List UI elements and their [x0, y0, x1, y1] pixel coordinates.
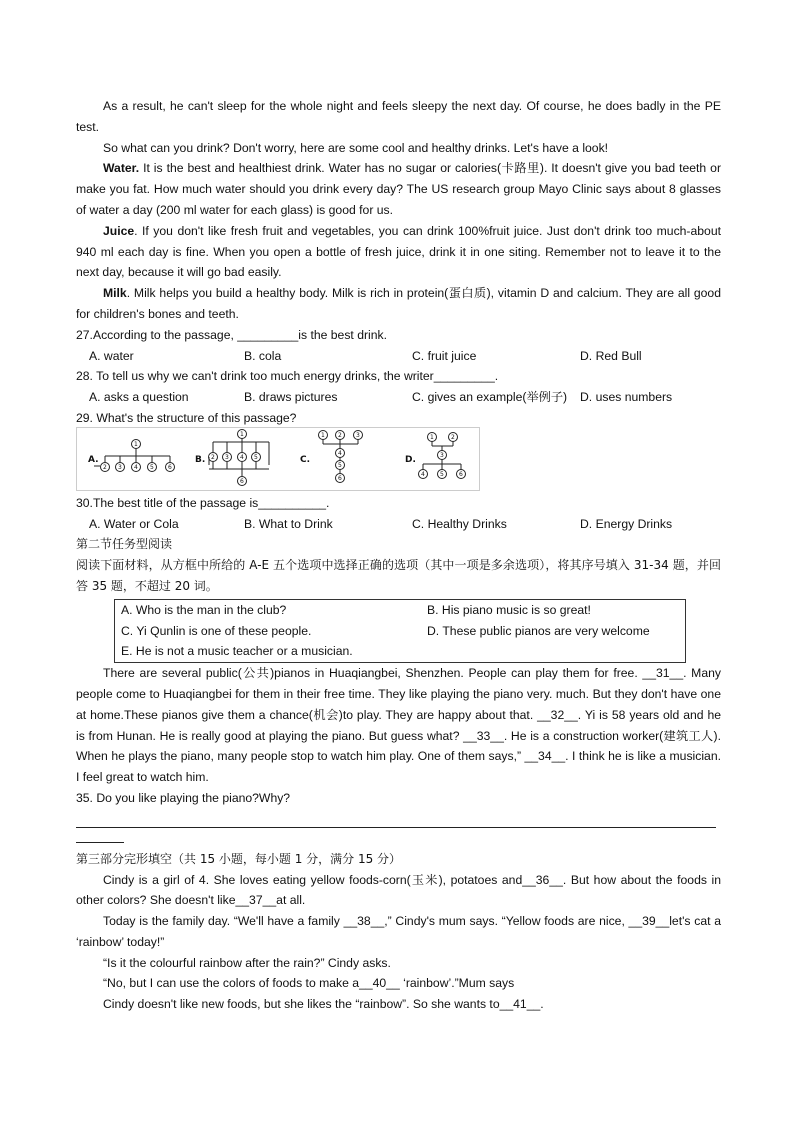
option: B. cola — [244, 348, 282, 363]
svg-text:1: 1 — [430, 433, 434, 441]
paragraph-water — [76, 158, 721, 220]
diagram-label-c: C. — [300, 454, 311, 465]
diagram-label-b: B. — [195, 454, 206, 465]
svg-text:6: 6 — [459, 470, 463, 478]
svg-text:4: 4 — [421, 470, 425, 478]
exam-page — [76, 96, 721, 1015]
structure-diagram-figure — [76, 427, 480, 491]
question-28: 28. To tell us why we can't drink too much energy drinks, the writer_________. — [76, 369, 499, 384]
diagram-label-d: D. — [405, 454, 416, 465]
svg-text:3: 3 — [225, 453, 229, 461]
option: C. fruit juice — [412, 348, 477, 363]
option: D. Energy Drinks — [580, 516, 673, 531]
option: D. uses numbers — [580, 390, 673, 405]
cloze-paragraph: Cindy doesn't like new foods, but she likes the “rainbow”. So she wants to__41__. — [103, 997, 544, 1012]
svg-text:2: 2 — [103, 463, 107, 471]
svg-text:6: 6 — [168, 463, 172, 471]
svg-text:5: 5 — [338, 461, 342, 469]
options-27 — [76, 346, 721, 367]
svg-text:5: 5 — [440, 470, 444, 478]
box-option: C. Yi Qunlin is one of these people. — [121, 623, 312, 638]
svg-text:4: 4 — [134, 463, 138, 471]
option: C. Healthy Drinks — [412, 516, 507, 531]
diagram-label-a: A. — [88, 454, 99, 465]
milk-heading: Milk — [103, 286, 127, 301]
paragraph: As a result, he can't sleep for the whole night and feels sleepy the next day. Of course, he does badly in the PE test. — [76, 99, 721, 134]
svg-text:4: 4 — [338, 449, 342, 457]
svg-text:3: 3 — [118, 463, 122, 471]
option: A. Water or Cola — [89, 516, 179, 531]
box-option: A. Who is the man in the club? — [121, 602, 287, 617]
juice-text: . If you don't like fresh fruit and vegetables, you can drink 100%fruit juice. Just don't drink too much-about 940 ml each day is fine. When you open a bottle of fresh juice, drink it in one siting. Remember not to leave it to the next day, because it will go bad easily. — [76, 223, 721, 280]
options-box — [114, 599, 686, 663]
question-27: 27.According to the passage, _________is the best drink. — [76, 327, 387, 342]
svg-text:5: 5 — [150, 463, 154, 471]
question-29: 29. What's the structure of this passage? — [76, 410, 297, 425]
svg-text:2: 2 — [211, 453, 215, 461]
cloze-paragraph: “No, but I can use the colors of foods to make a__40__ ‘rainbow’.”Mum says — [103, 976, 515, 991]
box-option: E. He is not a music teacher or a musician. — [121, 644, 353, 659]
section2-title: 第二节任务型阅读 — [76, 537, 173, 552]
option: C. gives an example(举例子) — [412, 390, 568, 405]
cloze-paragraph: Today is the family day. “We'll have a family __38__,” Cindy's mum says. “Yellow foods are nice, __39__let's cat a ‘rainbow’ today!” — [76, 914, 721, 949]
svg-text:6: 6 — [338, 474, 342, 482]
svg-text:2: 2 — [338, 431, 342, 439]
svg-text:3: 3 — [440, 451, 444, 459]
svg-text:1: 1 — [321, 431, 325, 439]
question-35: 35. Do you like playing the piano?Why? — [76, 790, 291, 805]
juice-heading: Juice — [103, 223, 135, 238]
milk-text: . Milk helps you build a healthy body. Milk is rich in protein(蛋白质), vitamin D and calcium. They are all good for children's bones and teeth. — [76, 286, 721, 321]
box-option: B. His piano music is so great! — [427, 602, 591, 617]
options-28 — [76, 387, 721, 408]
svg-text:4: 4 — [240, 453, 244, 461]
section2-instructions: 阅读下面材料，从方框中所给的 A-E 五个选项中选择正确的选项（其中一项是多余选项），将其序号填入 31-34 题，并回答 35 题，不超过 20 词。 — [76, 558, 721, 593]
piano-passage: There are several public(公共)pianos in Huaqiangbei, Shenzhen. People can play them for free. __31__. Many people come to Huaqiangbei for them in their free time. They like playing the piano very. much. But they don't have one at home.These pianos give them a chance(机会)to play. They are happy about that. __32__. Yi is 58 years old and he is from Hunan. He is really good at playing the piano. But guess what? __33__. He is a construction worker(建筑工人). When he plays the piano, many people stop to watch him play. One of them says,” __34__. I think he is like a musician. I feel great to watch him. — [76, 666, 721, 785]
section3-title: 第三部分完形填空（共 15 小题，每小题 1 分，满分 15 分） — [76, 851, 402, 866]
svg-text:5: 5 — [254, 453, 258, 461]
paragraph: So what can you drink? Don't worry, here are some cool and healthy drinks. Let's have a look! — [103, 140, 609, 155]
water-heading: Water. — [103, 161, 140, 176]
option: A. asks a question — [89, 390, 189, 405]
paragraph-milk — [76, 283, 721, 325]
option: B. draws pictures — [244, 390, 338, 405]
answer-line[interactable] — [76, 809, 716, 828]
options-30 — [76, 514, 721, 535]
option: A. water — [89, 348, 134, 363]
option: B. What to Drink — [244, 516, 333, 531]
svg-text:6: 6 — [240, 477, 244, 485]
svg-text:1: 1 — [134, 440, 138, 448]
svg-text:2: 2 — [451, 433, 455, 441]
svg-text:1: 1 — [240, 430, 244, 438]
option: D. Red Bull — [580, 348, 642, 363]
paragraph-juice — [76, 221, 721, 283]
question-30: 30.The best title of the passage is__________. — [76, 495, 330, 510]
cloze-paragraph: Cindy is a girl of 4. She loves eating yellow foods-corn(玉米), potatoes and__36__. But how about the foods in other colors? She doesn't like__37__at all. — [76, 872, 721, 908]
structure-diagrams — [76, 429, 721, 493]
cloze-paragraph: “Is it the colourful rainbow after the rain?” Cindy asks. — [103, 955, 391, 970]
box-option: D. These public pianos are very welcome — [427, 623, 650, 638]
svg-text:3: 3 — [356, 431, 360, 439]
water-text: It is the best and healthiest drink. Water has no sugar or calories(卡路里). It doesn't give you bad teeth or make you fat. How much water should you drink every day? The US research group Mayo Clinic says about 8 glasses of water a day (200 ml water for each glass) is good for us. — [76, 161, 721, 217]
answer-line-end[interactable] — [76, 828, 124, 843]
